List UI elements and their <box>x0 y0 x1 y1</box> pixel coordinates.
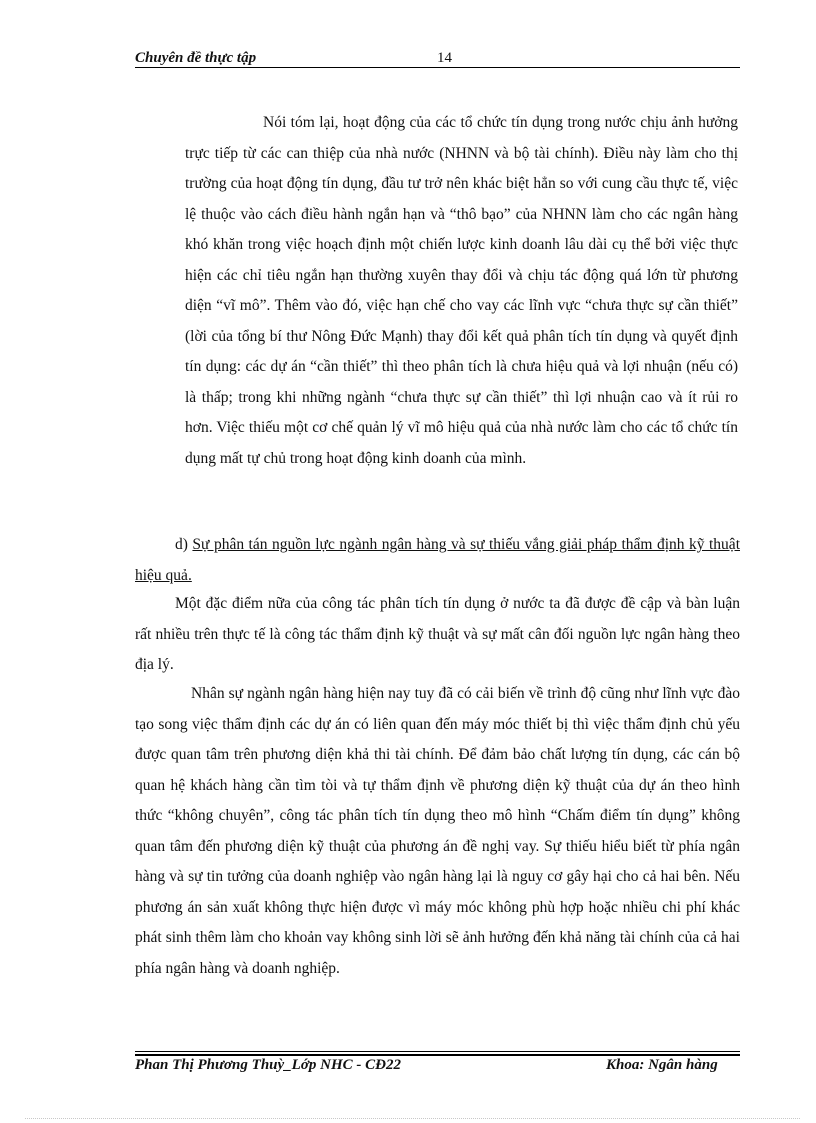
header-divider <box>135 67 740 68</box>
footer-author: Phan Thị Phương Thuỳ_Lớp NHC - CĐ22 <box>135 1057 401 1073</box>
paragraph-technical-appraisal: Một đặc điểm nữa của công tác phân tích tín dụng ở nước ta đã được đề cập và bàn luận rất nhiều trên thực tế là công tác thẩm định kỹ thuật và sự mất cân đối nguồn lực ngân hàng theo địa lý. <box>135 595 740 673</box>
paragraph-human-resources: Nhân sự ngành ngân hàng hiện nay tuy đã có cải biến về trình độ cũng như lĩnh vực đào tạo song việc thẩm định các dự án có liên quan đến máy móc thiết bị thì việc thẩm định chủ yếu được quan tâm trên phương diện khả thi tài chính. Để đảm bảo chất lượng tín dụng, các cán bộ quan hệ khách hàng cần tìm tòi và tự thẩm định về phương diện kỹ thuật của dự án theo hình thức “không chuyên”, công tác phân tích tín dụng theo mô hình “Chấm điểm tín dụng” không quan tâm đến phương diện kỹ thuật của phương án đề nghị vay. Sự thiếu hiểu biết từ phía ngân hàng và sự tin tưởng của doanh nghiệp vào ngân hàng lại là nguy cơ gây hại cho cả hai bên. Nếu phương án sản xuất không thực hiện được vì máy móc không phù hợp hoặc nhiều chi phí khác phát sinh thêm làm cho khoản vay không sinh lời sẽ ảnh hưởng đến khả năng tài chính của cả hai phía ngân hàng và doanh nghiệp. <box>135 685 740 977</box>
footer-faculty: Khoa: Ngân hàng <box>606 1057 718 1073</box>
page-number: 14 <box>437 50 452 66</box>
footer-divider-thick <box>135 1054 740 1056</box>
section-heading-label: d) <box>175 536 188 553</box>
document-title: Chuyên đề thực tập <box>135 50 257 66</box>
section-heading-text: Sự phân tán nguồn lực ngành ngân hàng và sự thiếu vắng giải pháp thẩm định kỹ thuật hiệu quả. <box>135 536 740 584</box>
footer-divider-thin <box>135 1051 740 1052</box>
page-bottom-edge <box>25 1118 800 1119</box>
paragraph-summary: Nói tóm lại, hoạt động của các tổ chức tín dụng trong nước chịu ảnh hưởng trực tiếp từ các can thiệp của nhà nước (NHNN và bộ tài chính). Điều này làm cho thị trường của hoạt động tín dụng, đầu tư trở nên khác biệt hẳn so với cung cầu thực tế, việc lệ thuộc vào cách điều hành ngắn hạn và “thô bạo” của NHNN làm cho các ngân hàng khó khăn trong việc hoạch định một chiến lược kinh doanh lâu dài cụ thể bởi việc thực hiện các chỉ tiêu ngắn hạn thường xuyên thay đổi và chịu tác động quá lớn từ phương diện “vĩ mô”. Thêm vào đó, việc hạn chế cho vay các lĩnh vực “chưa thực sự cần thiết” (lời của tổng bí thư Nông Đức Mạnh) thay đổi kết quả phân tích tín dụng và quyết định tín dụng: các dự án “cần thiết” thì theo phân tích là chưa hiệu quả và lợi nhuận (nếu có) là thấp; trong khi những ngành “chưa thực sự cần thiết” thì lợi nhuận cao và ít rủi ro hơn. Việc thiếu một cơ chế quản lý vĩ mô hiệu quả của nhà nước làm cho các tổ chức tín dụng mất tự chủ trong hoạt động kinh doanh của mình. <box>185 114 738 467</box>
section-heading-d <box>135 530 740 591</box>
